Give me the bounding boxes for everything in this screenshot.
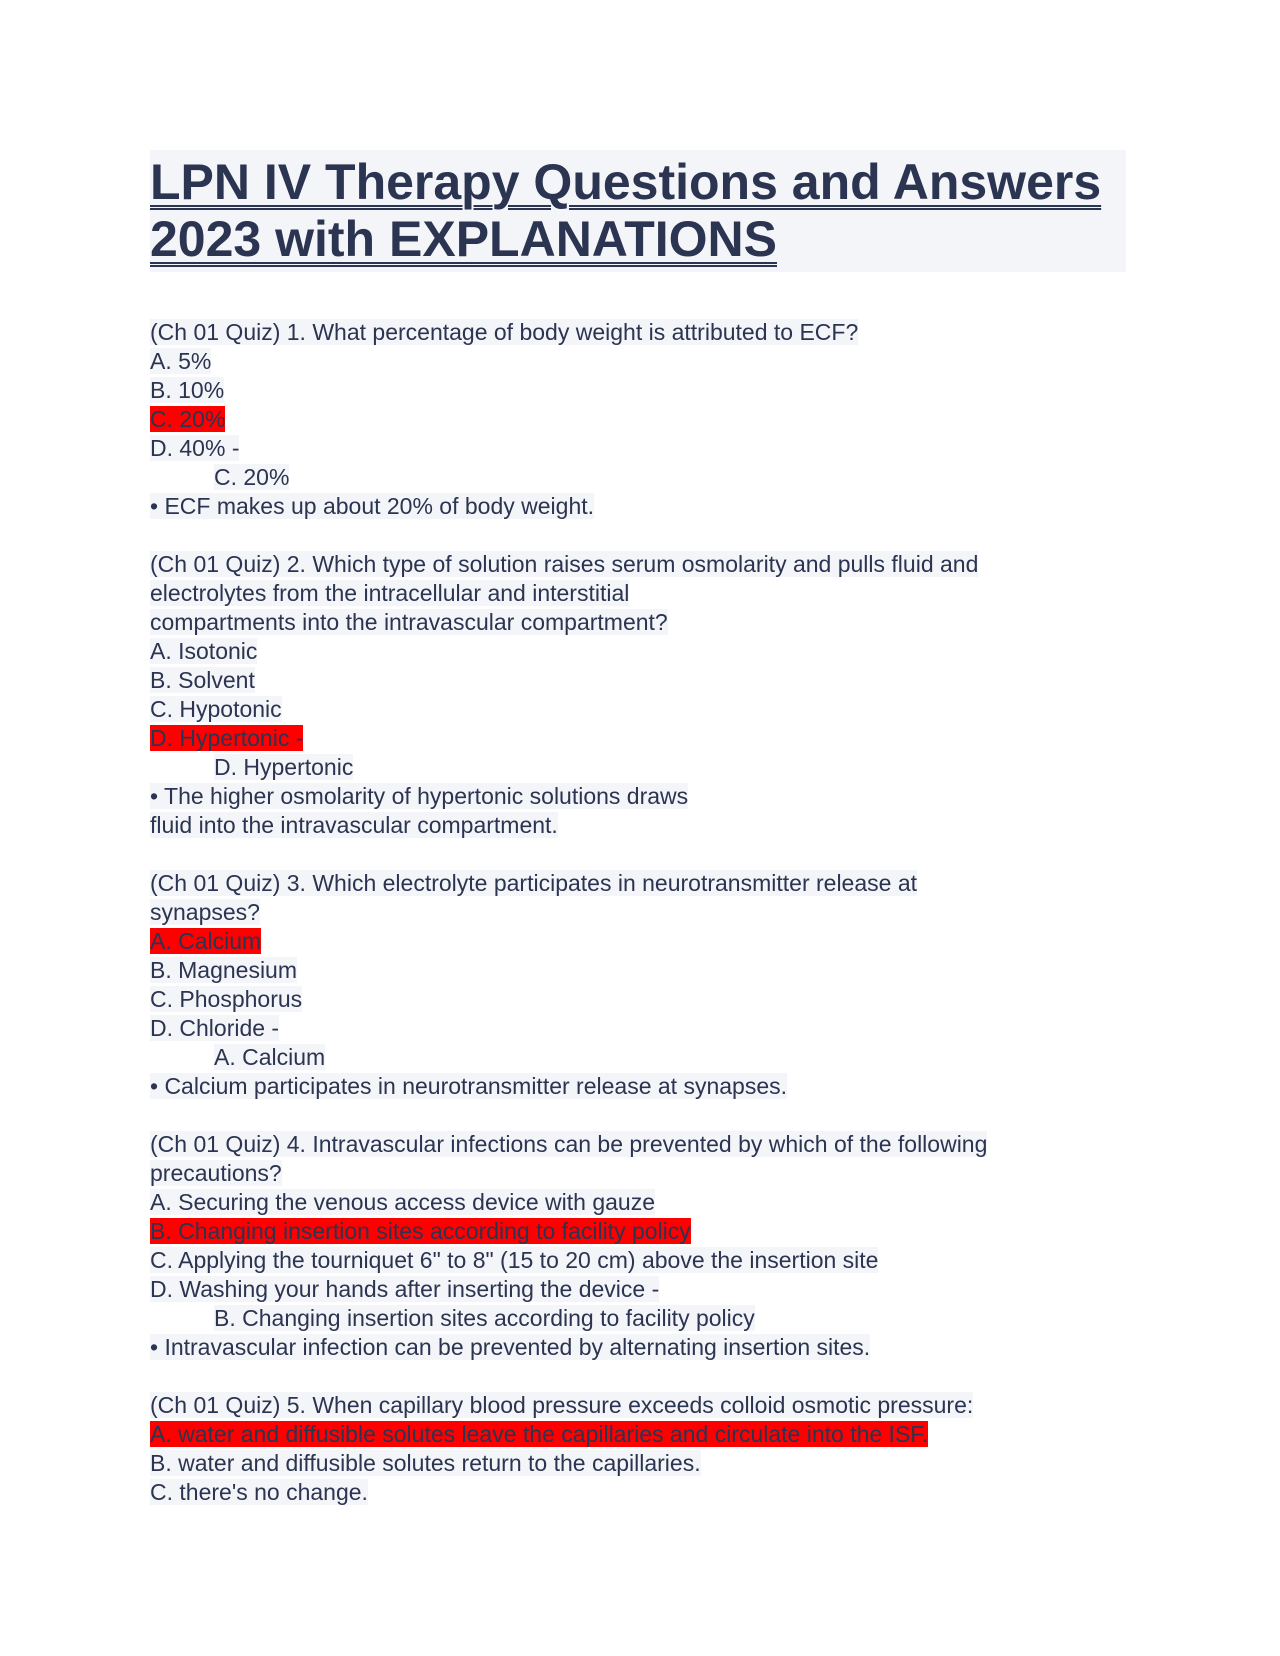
question-stem-text: (Ch 01 Quiz) 1. What percentage of body weight is attributed to ECF?: [150, 319, 859, 345]
question-stem: [150, 1159, 1140, 1188]
question-stem-text: compartments into the intravascular compartment?: [150, 609, 668, 635]
highlighted-answer-option: [150, 1217, 1140, 1246]
explanation: [150, 782, 1140, 811]
question-stem-text: (Ch 01 Quiz) 3. Which electrolyte participates in neurotransmitter release at: [150, 870, 917, 896]
answer-option: [150, 956, 1140, 985]
highlighted-answer-option: [150, 1420, 1140, 1449]
explanation-text: • Calcium participates in neurotransmitter release at synapses.: [150, 1073, 788, 1099]
answer-option-text: A. Securing the venous access device with gauze: [150, 1189, 656, 1215]
correct-answer-text: A. Calcium: [214, 1044, 326, 1070]
question-stem: [150, 550, 1140, 579]
question-stem: [150, 608, 1140, 637]
question-stem: [150, 579, 1140, 608]
explanation-text: • ECF makes up about 20% of body weight.: [150, 493, 595, 519]
answer-option-text: C. Applying the tourniquet 6" to 8" (15 to 20 cm) above the insertion site: [150, 1247, 879, 1273]
answer-option: [150, 434, 1140, 463]
question-stem-text: precautions?: [150, 1160, 282, 1186]
answer-option: [150, 1246, 1140, 1275]
question-block: [150, 1391, 1140, 1507]
question-stem-text: electrolytes from the intracellular and interstitial: [150, 580, 630, 606]
question-stem: [150, 869, 1140, 898]
question-stem: [150, 1130, 1140, 1159]
answer-option: [150, 1014, 1140, 1043]
explanation-text: • The higher osmolarity of hypertonic solutions draws: [150, 783, 689, 809]
question-block: [150, 869, 1140, 1101]
answer-option: [150, 637, 1140, 666]
answer-option-text: B. water and diffusible solutes return to the capillaries.: [150, 1450, 701, 1476]
question-block: [150, 1130, 1140, 1362]
highlighted-answer-option-text: A. water and diffusible solutes leave the capillaries and circulate into the ISF.: [150, 1421, 929, 1447]
highlighted-answer-option: [150, 724, 1140, 753]
answer-option: [150, 376, 1140, 405]
correct-answer: [150, 1304, 1140, 1333]
title-line-1: LPN IV Therapy Questions and Answers: [150, 154, 1102, 210]
title-line-2: 2023 with EXPLANATIONS: [150, 211, 777, 267]
highlighted-answer-option-text: B. Changing insertion sites according to facility policy: [150, 1218, 691, 1244]
explanation: [150, 1072, 1140, 1101]
correct-answer: [150, 753, 1140, 782]
question-stem-text: synapses?: [150, 899, 260, 925]
correct-answer: [150, 463, 1140, 492]
answer-option: [150, 347, 1140, 376]
answer-option-text: C. Phosphorus: [150, 986, 303, 1012]
correct-answer-text: B. Changing insertion sites according to facility policy: [214, 1305, 755, 1331]
explanation-text: fluid into the intravascular compartment.: [150, 812, 558, 838]
question-block: [150, 318, 1140, 521]
answer-option-text: D. Chloride -: [150, 1015, 280, 1041]
answer-option: [150, 1275, 1140, 1304]
question-stem-text: (Ch 01 Quiz) 4. Intravascular infections can be prevented by which of the following: [150, 1131, 988, 1157]
correct-answer-text: D. Hypertonic: [214, 754, 354, 780]
answer-option-text: B. Magnesium: [150, 957, 298, 983]
explanation: [150, 1333, 1140, 1362]
answer-option: [150, 666, 1140, 695]
explanation-text: • Intravascular infection can be prevented by alternating insertion sites.: [150, 1334, 871, 1360]
answer-option-text: C. there's no change.: [150, 1479, 368, 1505]
answer-option: [150, 1188, 1140, 1217]
answer-option: [150, 1449, 1140, 1478]
highlighted-answer-option: [150, 405, 1140, 434]
highlighted-answer-option-text: C. 20%: [150, 406, 226, 432]
answer-option-text: D. Washing your hands after inserting the device -: [150, 1276, 660, 1302]
answer-option: [150, 1478, 1140, 1507]
question-stem-text: (Ch 01 Quiz) 2. Which type of solution raises serum osmolarity and pulls fluid and: [150, 551, 979, 577]
answer-option-text: B. Solvent: [150, 667, 255, 693]
correct-answer: [150, 1043, 1140, 1072]
answer-option-text: C. Hypotonic: [150, 696, 282, 722]
question-stem: [150, 898, 1140, 927]
explanation: [150, 811, 1140, 840]
highlighted-answer-option-text: D. Hypertonic -: [150, 725, 304, 751]
explanation: [150, 492, 1140, 521]
document-title: [150, 150, 1126, 272]
answer-option: [150, 695, 1140, 724]
answer-option-text: D. 40% -: [150, 435, 240, 461]
question-stem: [150, 318, 1140, 347]
question-stem-text: (Ch 01 Quiz) 5. When capillary blood pressure exceeds colloid osmotic pressure:: [150, 1392, 974, 1418]
highlighted-answer-option-text: A. Calcium: [150, 928, 262, 954]
highlighted-answer-option: [150, 927, 1140, 956]
answer-option: [150, 985, 1140, 1014]
correct-answer-text: C. 20%: [214, 464, 290, 490]
answer-option-text: A. Isotonic: [150, 638, 258, 664]
question-stem: [150, 1391, 1140, 1420]
question-block: [150, 550, 1140, 840]
answer-option-text: A. 5%: [150, 348, 212, 374]
question-list: [150, 318, 1140, 1536]
answer-option-text: B. 10%: [150, 377, 225, 403]
